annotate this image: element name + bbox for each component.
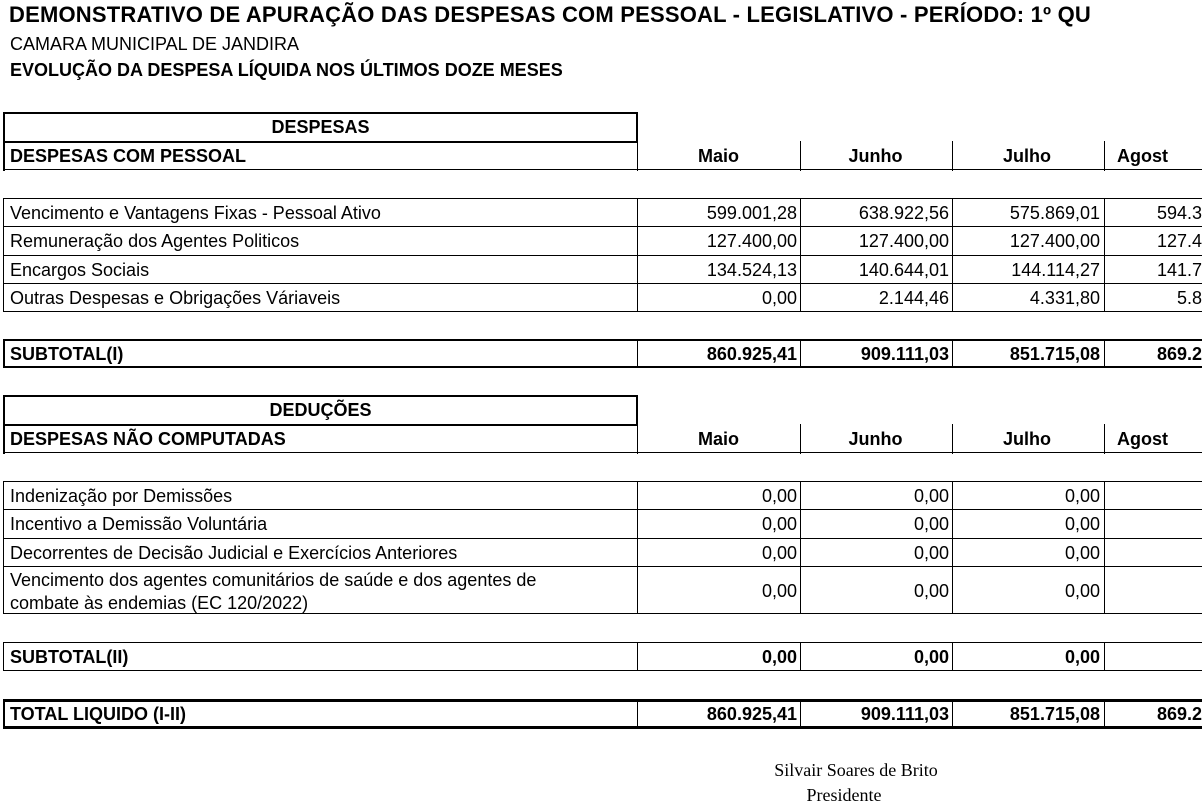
row-label: Remuneração dos Agentes Politicos — [10, 231, 300, 251]
value-cell: 127.400,00 — [1009, 231, 1100, 251]
value-cell: 638.922,56 — [858, 203, 949, 223]
row-label: Indenização por Demissões — [10, 486, 233, 506]
signatory-name: Silvair Soares de Brito — [774, 760, 938, 780]
value-cell: 851.715,08 — [1009, 704, 1100, 724]
value-cell: 594.3 — [1156, 203, 1202, 223]
value-cell: 909.111,03 — [860, 344, 949, 364]
value-cell: 134.524,13 — [706, 260, 797, 280]
row-label: Outras Despesas e Obrigações Váriaveis — [10, 288, 341, 308]
value-cell: 4.331,80 — [1029, 288, 1100, 308]
value-cell: 144.114,27 — [1011, 260, 1100, 280]
value-cell: 909.111,03 — [860, 704, 949, 724]
value-cell: 869.2 — [1156, 344, 1202, 364]
value-cell: 0,00 — [1064, 647, 1100, 667]
col-header-junho: Junho — [848, 429, 903, 449]
report-title: DEMONSTRATIVO DE APURAÇÃO DAS DESPESAS COM PESSOAL - LEGISLATIVO - PERÍODO: 1º QU — [9, 2, 1091, 27]
col-header-maio: Maio — [697, 429, 739, 449]
value-cell: 0,00 — [913, 514, 949, 534]
value-cell: 0,00 — [761, 543, 797, 563]
total-label: TOTAL LIQUIDO (I-II) — [10, 704, 186, 724]
value-cell: 0,00 — [1064, 543, 1100, 563]
row-label-line2: combate às endemias (EC 120/2022) — [10, 593, 309, 613]
value-cell: 141.7 — [1156, 260, 1202, 280]
col-header-maio: Maio — [697, 146, 739, 166]
value-cell: 0,00 — [1064, 581, 1100, 601]
col-header-julho: Julho — [1003, 146, 1051, 166]
value-cell: 127.400,00 — [858, 231, 949, 251]
value-cell: 851.715,08 — [1009, 344, 1100, 364]
subtotal-label: SUBTOTAL(I) — [10, 344, 124, 364]
row-label: Vencimento e Vantagens Fixas - Pessoal Ativo — [10, 203, 381, 223]
col-header-agosto: Agost — [1117, 146, 1168, 166]
value-cell: 0,00 — [913, 581, 949, 601]
value-cell: 0,00 — [1064, 514, 1100, 534]
deducoes-section-title: DEDUÇÕES — [269, 400, 372, 420]
row-label: Encargos Sociais — [10, 260, 150, 280]
col-header-junho: Junho — [848, 146, 903, 166]
deducoes-header-label: DESPESAS NÃO COMPUTADAS — [10, 429, 286, 449]
entity-name: CAMARA MUNICIPAL DE JANDIRA — [10, 34, 300, 54]
col-header-julho: Julho — [1003, 429, 1051, 449]
row-label-line1: Vencimento dos agentes comunitários de saúde e dos agentes de — [10, 570, 537, 590]
value-cell: 0,00 — [761, 288, 797, 308]
value-cell: 869.2 — [1156, 704, 1202, 724]
value-cell: 0,00 — [913, 647, 949, 667]
value-cell: 127.400,00 — [706, 231, 797, 251]
signatory-role: Presidente — [806, 785, 882, 805]
value-cell: 0,00 — [913, 543, 949, 563]
row-label: Incentivo a Demissão Voluntária — [10, 514, 268, 534]
value-cell: 599.001,28 — [706, 203, 797, 223]
value-cell: 860.925,41 — [706, 704, 797, 724]
row-label: Decorrentes de Decisão Judicial e Exercícios Anteriores — [10, 543, 458, 563]
value-cell: 2.144,46 — [878, 288, 949, 308]
value-cell: 127.4 — [1156, 231, 1202, 251]
value-cell: 575.869,01 — [1009, 203, 1100, 223]
col-header-agosto: Agost — [1117, 429, 1168, 449]
despesas-header-label: DESPESAS COM PESSOAL — [10, 146, 247, 166]
value-cell: 0,00 — [1064, 486, 1100, 506]
value-cell: 0,00 — [761, 514, 797, 534]
value-cell: 0,00 — [913, 486, 949, 506]
value-cell: 0,00 — [761, 581, 797, 601]
subtotal-label: SUBTOTAL(II) — [10, 647, 129, 667]
report-subtitle: EVOLUÇÃO DA DESPESA LÍQUIDA NOS ÚLTIMOS DOZE MESES — [10, 60, 563, 80]
value-cell: 140.644,01 — [858, 260, 949, 280]
value-cell: 860.925,41 — [706, 344, 797, 364]
value-cell: 5.8 — [1176, 288, 1202, 308]
despesas-section-title: DESPESAS — [271, 117, 370, 137]
value-cell: 0,00 — [761, 486, 797, 506]
value-cell: 0,00 — [761, 647, 797, 667]
